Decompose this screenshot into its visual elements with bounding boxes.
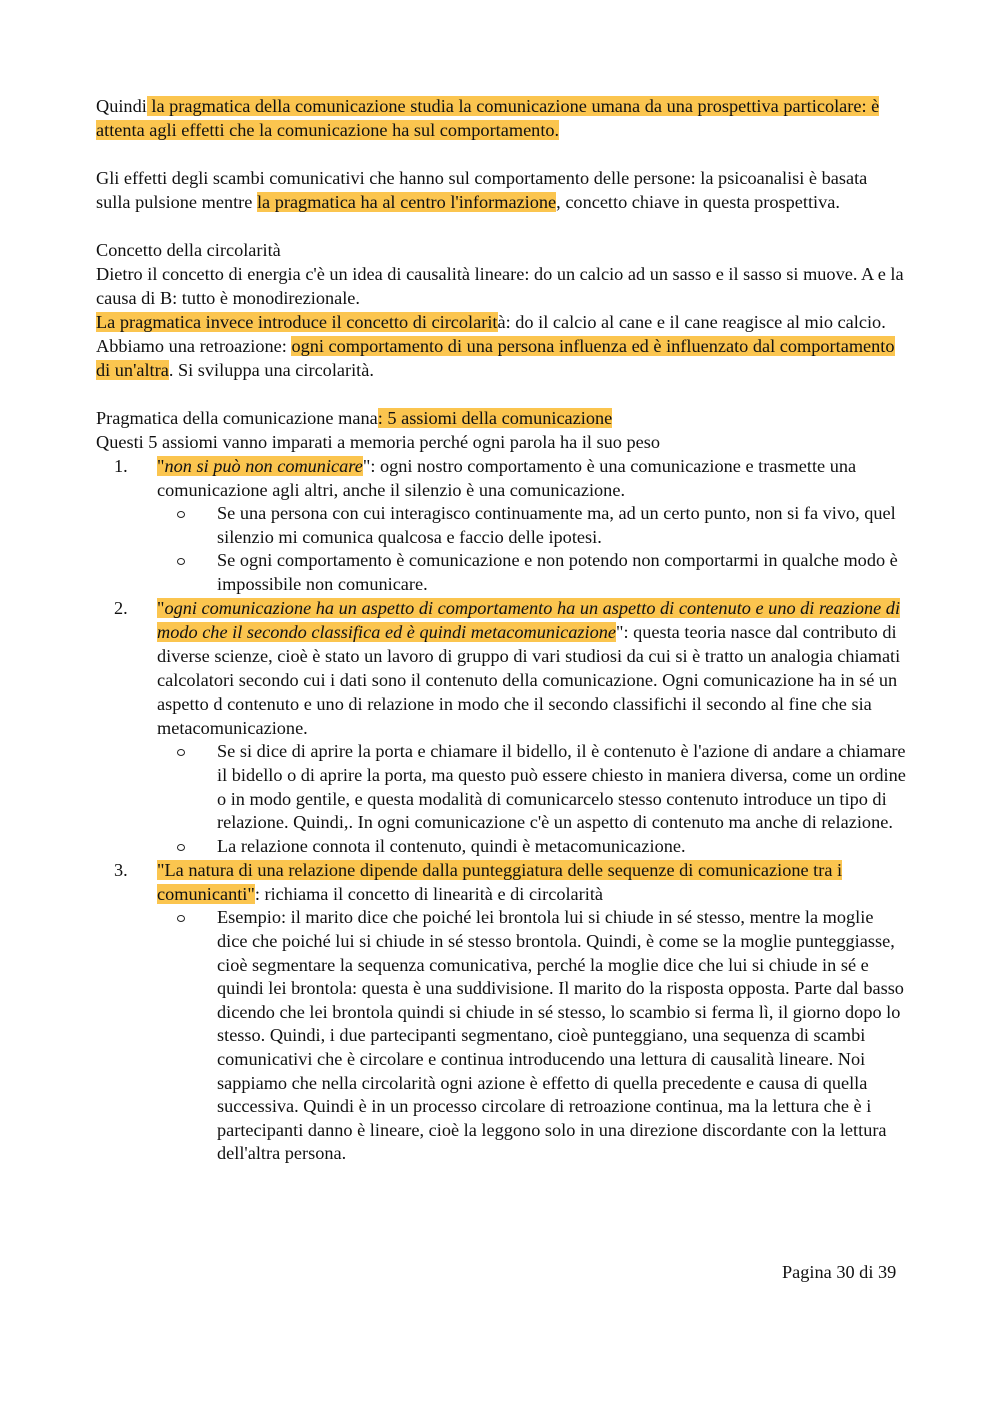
sub-bullet-text: Se ogni comportamento è comunicazione e non potendo non comportarmi in qualche modo è impossibile non comunicare. [217,550,898,594]
axiom-description: : richiama il concetto di linearità e di circolarità [254,884,604,905]
axiom-title-highlight [157,456,363,476]
axiom-text [157,454,906,502]
axioms-heading-highlight: : 5 assiomi della comunicazione [377,408,613,428]
axiom-sublist [157,906,906,1166]
axiom-description: : ogni nostro comportamento è una comunicazione e trasmette una comunicazione agli altri, anche il silenzio è una comunicazione. [157,456,857,500]
sub-bullet-text: Esempio: il marito dice che poiché lei brontola lui si chiude in sé stesso, mentre la moglie dice che poiché lui si chiude in sé stesso brontola. Quindi, è come se la moglie punteggiasse, cioè segmentare la sequenza comunicativa, perché la moglie dice che lui si chiude in sé e quindi lei brontola: questa è una suddivisione. Il marito do la risposta opposta. Parte dal basso dicendo che lei brontola quindi si chiude in sé stesso, lo scambio si ferma lì, il giorno dopo lo stesso. Quindi, i due partecipanti segmentano, cioè punteggiano, una sequenza di scambi comunicativi che è circolare e continua introducendo una lettura di causalità lineare. Noi sappiamo che nella circolarità ogni azione è effetto di quella precedente e causa di quella successiva. Quindi è in un processo circolare di retroazione continua, ma la lettura che è i partecipanti danno è lineare, cioè la leggono solo in una direzione discordante con la lettura dell'altra persona. [217,907,904,1164]
sub-bullet-item [157,740,906,834]
axiom-number: 2. [114,598,128,619]
axiom-number: 1. [114,456,128,476]
sub-bullet-text: Se si dice di aprire la porta e chiamare il bidello, il è contenuto è l'azione di andare a chiamare il bidello o di aprire la porta, ma questo può essere chiesto in maniera diversa, come un ordine o in modo gentile, e questa modalità di comunicarcelo stesso contenuto introduce un tipo di relazione. Quindi,. In ogni comunicazione c'è un aspetto di contenuto ma anche di relazione. [217,741,906,833]
sub-bullet-item [157,835,906,859]
spacer [96,214,906,238]
circle-bullet-icon [177,749,185,756]
sub-bullet-text: La relazione connota il contenuto, quindi è metacomunicazione. [217,835,686,856]
axioms-list [96,454,906,1166]
page-number: Pagina 30 di 39 [782,1262,897,1282]
circle-bullet-icon [177,915,185,922]
sub-bullet-item [157,502,906,549]
effects-paragraph [96,166,906,214]
quote-mark: " [157,456,165,476]
axioms-memo: Questi 5 assiomi vanno imparati a memoria perché ogni parola ha il suo peso [96,432,661,452]
effects-highlight: la pragmatica ha al centro l'informazione [256,192,557,212]
circularity-paragraph-2 [96,310,906,382]
axiom-title: non si può non comunicare [164,456,363,476]
axiom-description: : questa teoria nasce dal contributo di diverse scienze, cioè è stato un lavoro di gruppo di vari studiosi da cui si è tratto un analogia chiamati calcolatori secondo cui i dati sono il contenuto della comunicazione. Ogni comunicazione ha in sé un aspetto d contenuto e uno di relazione in modo che il secondo classifichi il secondo al fine che sia metacomunicazione. [157,622,901,739]
effects-text-end: , concetto chiave in questa prospettiva. [556,192,840,212]
quote-mark: " [362,456,371,476]
axiom-title: ogni comunicazione ha un aspetto di comportamento ha un aspetto di contenuto e uno di reazione di modo che il secondo classifica ed è quindi metacomunicazione [157,598,901,643]
circularity-text-3: . Si sviluppa una circolarità. [168,360,374,380]
axiom-text [157,858,906,906]
circularity-text-2: à: do il calcio al cane e il cane reagisce al mio calcio. Abbiamo una retroazione: [96,312,886,356]
axioms-heading [96,406,906,430]
circle-bullet-icon [177,558,185,565]
circularity-highlight-1: La pragmatica invece introduce il concetto di circolarit [96,312,498,332]
circularity-paragraph-1: Dietro il concetto di energia c'è un idea di causalità lineare: do un calcio ad un sasso e il sasso si muove. A e la causa di B: tutto è monodirezionale. [96,264,904,308]
axiom-title-highlight: "La natura di una relazione dipende dalla punteggiatura delle sequenze di comunicazione tra i comunicanti" [157,860,843,905]
axiom-sublist [157,502,906,596]
circularity-heading: Concetto della circolarità [96,240,281,260]
circle-bullet-icon [177,511,185,518]
sub-bullet-item [157,906,906,1166]
circle-bullet-icon [177,844,185,851]
axiom-item-1 [96,454,906,596]
quote-mark: " [615,622,624,643]
intro-lead: Quindi [96,96,147,116]
axiom-text [157,596,906,740]
sub-bullet-text: Se una persona con cui interagisco continuamente ma, ad un certo punto, non si fa vivo, quel silenzio mi comunica qualcosa e faccio delle ipotesi. [217,503,896,547]
intro-paragraph [96,94,906,142]
sub-bullet-item [157,549,906,596]
circularity-highlight-2: ogni comportamento di una persona influenza ed è influenzato dal comportamento di un'altra [96,336,895,380]
axioms-heading-text: Pragmatica della comunicazione mana [96,408,378,428]
spacer [96,382,906,406]
spacer [96,142,906,166]
intro-highlight: la pragmatica della comunicazione studia la comunicazione umana da una prospettiva particolare: è attenta agli effetti che la comunicazione ha sul comportamento. [96,96,880,140]
quote-mark: " [157,598,165,619]
document-page [96,94,906,1166]
axiom-item-2 [96,596,906,858]
effects-text: Gli effetti degli scambi comunicativi che hanno sul comportamento delle persone: la psicoanalisi è basata sulla pulsione mentre [96,168,868,212]
axiom-sublist [157,740,906,858]
axiom-number: 3. [114,860,128,881]
axiom-item-3 [96,858,906,1166]
